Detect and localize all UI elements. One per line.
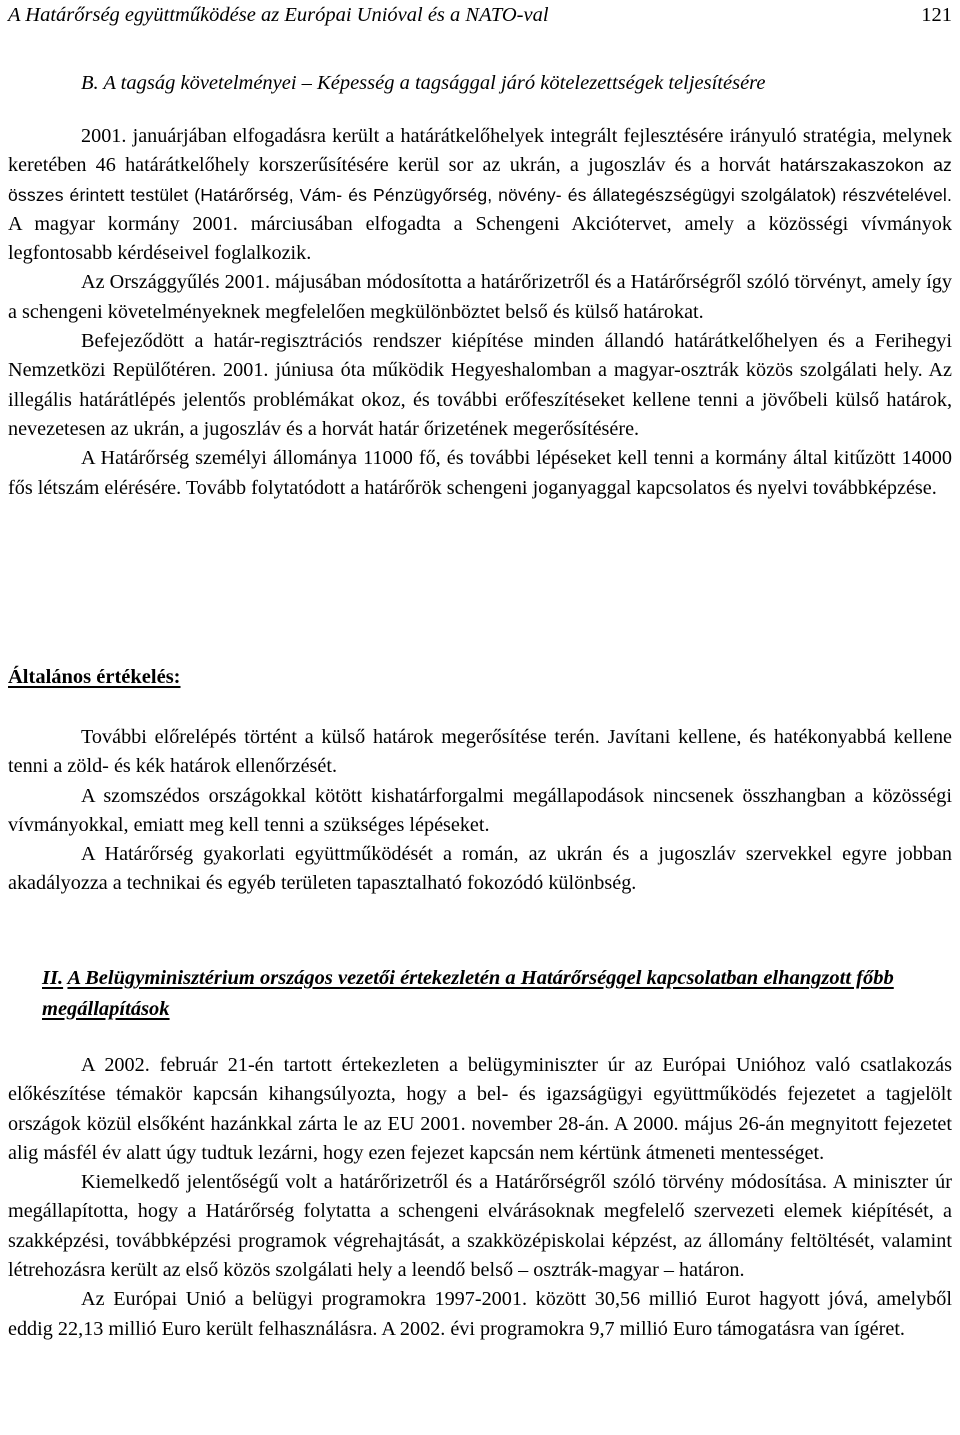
evaluation-heading-text: Általános értékelés:	[8, 666, 181, 688]
section-b-paragraph-4: A Határőrség személyi állománya 11000 fő, és további lépéseket kell tenni a kormány által kitűzött 14000 fős létszám elérésére. Tovább folytatódott a határőrök schengeni joganyaggal kapcsolatos és nyelvi továbbképzése.	[8, 447, 952, 499]
section-b-paragraph-1	[8, 122, 952, 268]
evaluation-body	[8, 723, 952, 899]
evaluation-paragraph-1: További előrelépés történt a külső határok megerősítése terén. Javítani kellene, és hatékonyabbá kellene tenni a zöld- és kék határok ellenőrzését.	[8, 726, 952, 778]
running-header-title: A Határőrség együttműködése az Európai Unióval és a NATO-val	[8, 4, 549, 26]
section-ii-number: II.	[42, 967, 64, 989]
evaluation-paragraph-3: A Határőrség gyakorlati együttműködését a román, az ukrán és a jugoszláv szervekkel egyre jobban akadályozza a technikai és egyéb területen tapasztalható fokozódó különbség.	[8, 843, 952, 895]
section-ii-heading	[42, 963, 952, 1024]
section-b-paragraph-3: Befejeződött a határ-regisztrációs rendszer kiépítése minden állandó határátkelőhelyen és a Ferihegyi Nemzetközi Repülőtéren. 2001. júniusa óta működik Hegyeshalomban a magyar-osztrák közös szolgálati hely. Az illegális határátlépés jelentős problémákat okoz, és további erőfeszítéseket kellene tenni a jövőbeli külső határok, nevezetesen az ukrán, a jugoszláv és a horvát határ őrizetének megerősítésére.	[8, 330, 952, 440]
section-b-subtitle: B. A tagság követelményei – Képesség a tagsággal járó kötelezettségek teljesítésére	[81, 72, 766, 94]
section-ii-paragraph-1: A 2002. február 21-én tartott értekezleten a belügyminiszter úr az Európai Unióhoz való csatlakozás előkészítése témakör kapcsán kihangsúlyozta, hogy a bel- és igazságügyi együttműködés fejezetet a tagjelölt országok közül elsőként hazánkkal zárta le az EU 2001. november 28-án. A 2000. május 26-án megnyitott fejezetet alig másfél év alatt úgy tudtuk lezárni, hogy ezen fejezet kapcsán nem kértünk átmeneti mentességet.	[8, 1054, 952, 1164]
section-b-paragraph-2: Az Országgyűlés 2001. májusában módosította a határőrizetről és a Határőrségről szóló törvényt, amely így a schengeni követelményeknek megfelelően megkülönböztet belső és külső határokat.	[8, 271, 952, 323]
section-ii-paragraph-2: Kiemelkedő jelentőségű volt a határőrizetről és a Határőrségről szóló törvény módosítása. A miniszter úr megállapította, hogy a Határőrség folytatta a schengeni elvárásoknak megfelelő szervezeti elemek kiépítését, a szakképzési, továbbképzési programok végrehajtását, a szakközépiskolai képzést, az állomány feltöltését, valamint létrehozásra került az első közös szolgálati hely a leendő belső – osztrák-magyar – határon.	[8, 1171, 952, 1282]
evaluation-heading	[8, 663, 181, 692]
running-header	[8, 0, 952, 30]
paragraph-1-part-2: határszakaszokon az összes érintett testület (Határőrség, Vám- és Pénzügyőrség, növény- és állategészségügyi szolgálatok) részvételével.	[8, 155, 952, 205]
section-ii-heading-text: A Belügyminisztérium országos vezetői értekezletén a Határőrséggel kapcsolatban elhangzott főbb megállapítások	[42, 967, 894, 1020]
paragraph-1-part-3: A magyar kormány 2001. márciusában elfogadta a Schengeni Akciótervet, amely a közösségi vívmányok legfontosabb kérdéseivel foglalkozik.	[8, 212, 952, 265]
page-number: 121	[921, 4, 952, 26]
section-ii-body	[8, 1051, 952, 1344]
section-ii-paragraph-3: Az Európai Unió a belügyi programokra 1997-2001. között 30,56 millió Eurot hagyott jóvá, amelyből eddig 22,13 millió Euro került felhasználásra. A 2002. évi programokra 9,7 millió Euro támogatásra van ígéret.	[8, 1288, 952, 1340]
paragraph-1-part-1: 2001. januárjában elfogadásra került a határátkelőhelyek integrált fejlesztésére irányuló stratégia, melynek keretében 46 határátkelőhely korszerűsítésére kerül sor az ukrán, a jugoszláv és a horvát	[8, 125, 952, 177]
evaluation-paragraph-2: A szomszédos országokkal kötött kishatárforgalmi megállapodások nincsenek összhangban a közösségi vívmányokkal, emiatt meg kell tenni a szükséges lépéseket.	[8, 784, 952, 836]
section-b-body	[8, 122, 952, 503]
